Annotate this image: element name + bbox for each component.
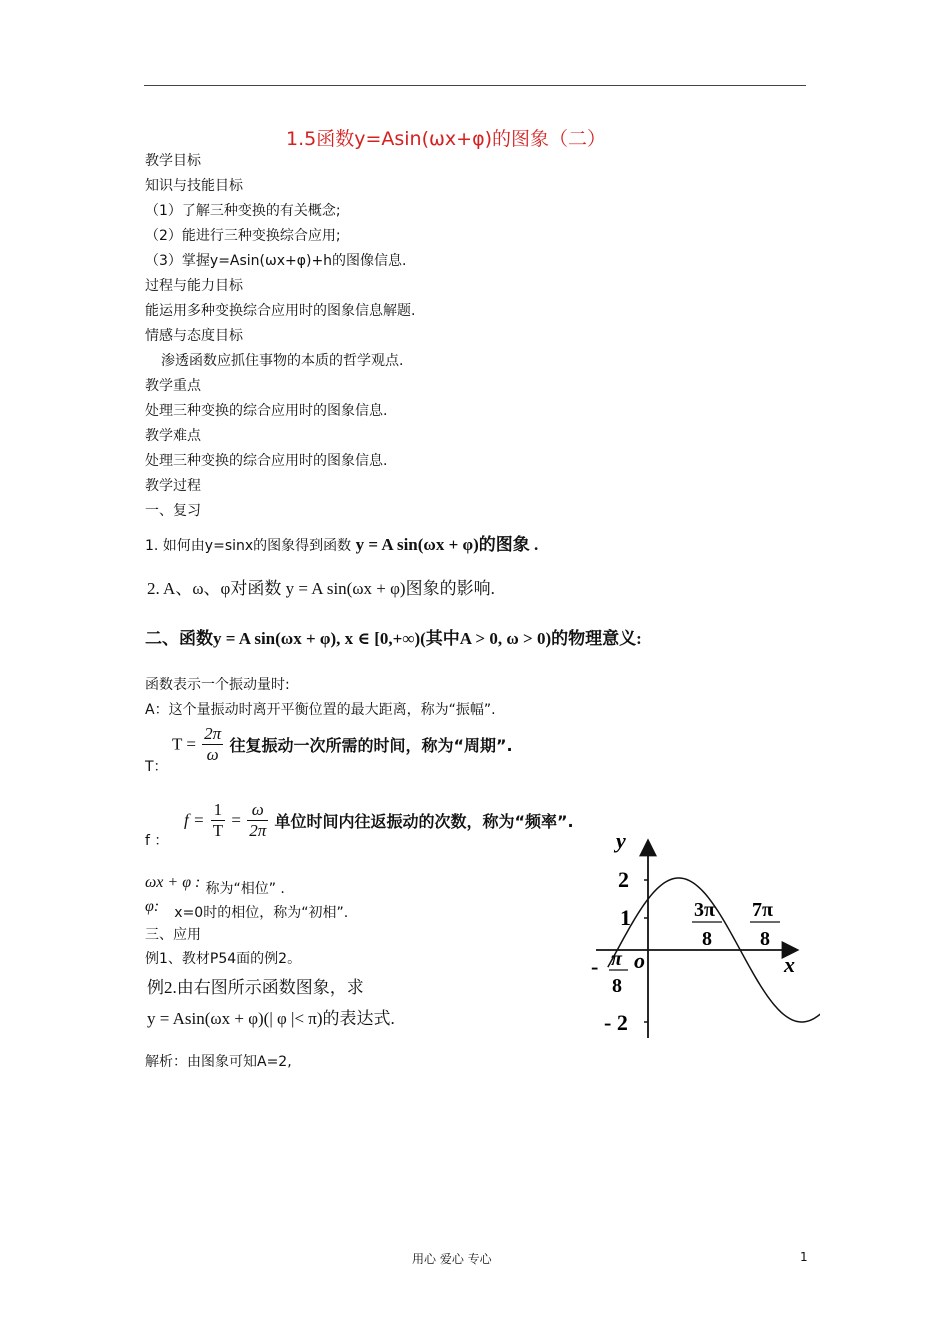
- y-tick-label-2: 2: [618, 867, 629, 892]
- x-tick-3pi8-denominator: 8: [702, 928, 712, 950]
- section-3-heading: 三、应用: [145, 927, 201, 943]
- frequency-numerator-1: 1: [211, 800, 225, 821]
- footer-center: 用心 爱心 专心: [412, 1252, 492, 1266]
- text-line: （2）能进行三种变换综合应用;: [145, 228, 341, 244]
- physics-intro: 函数表示一个振动量时:: [145, 677, 290, 693]
- review-item-1-formula: y = A sin(ωx + φ)的图象 .: [355, 535, 539, 554]
- frequency-equals: =: [231, 810, 241, 830]
- sine-graph: [580, 820, 820, 1050]
- frequency-numerator-2: ω: [247, 800, 268, 821]
- review-item-2: 2. A、ω、φ对函数 y = A sin(ωx + φ)图象的影响.: [147, 579, 495, 598]
- y-tick-label-1: 1: [620, 905, 631, 930]
- x-axis-label: x: [784, 952, 795, 977]
- amplitude-line: A：这个量振动时离开平衡位置的最大距离，称为“振幅”.: [145, 702, 496, 718]
- y-tick-label-neg2: - 2: [604, 1010, 628, 1035]
- x-tick-negpi8-denominator: 8: [612, 975, 622, 997]
- header-rule: [144, 85, 806, 86]
- text-line: 处理三种变换的综合应用时的图象信息.: [145, 403, 388, 419]
- review-item-1-prefix: 1. 如何由y=sinx的图象得到函数: [145, 538, 352, 554]
- frequency-denominator-1: T: [212, 821, 224, 840]
- text-line: 知识与技能目标: [145, 178, 243, 194]
- frequency-fraction-2: [247, 800, 268, 841]
- frequency-text: 单位时间内往返振动的次数，称为“频率”.: [274, 812, 574, 831]
- text-line: 教学目标: [145, 153, 201, 169]
- x-tick-negpi8-sign: -: [591, 954, 599, 979]
- period-lhs: T =: [172, 734, 196, 754]
- document-title: 1.5函数y=Asin(ωx+φ)的图象（二）: [286, 128, 607, 150]
- x-tick-7pi8-denominator: 8: [760, 928, 770, 950]
- period-numerator: 2π: [204, 724, 222, 743]
- text-line: 能运用多种变换综合应用时的图象信息解题.: [145, 303, 416, 319]
- example-2-line-1: 例2.由右图所示函数图象，求: [147, 978, 364, 997]
- text-line: 过程与能力目标: [145, 278, 243, 294]
- text-line: （1）了解三种变换的有关概念;: [145, 203, 341, 219]
- period-denominator: ω: [206, 745, 219, 764]
- frequency-label: f ：: [145, 833, 169, 849]
- initial-phase-line: [145, 896, 349, 921]
- frequency-lhs: f =: [184, 810, 205, 830]
- period-label: T：: [145, 759, 168, 775]
- period-formula: [172, 724, 513, 765]
- review-item-1: [145, 530, 538, 555]
- text-line: 一、复习: [145, 503, 201, 519]
- text-line: 教学难点: [145, 428, 201, 444]
- x-tick-3pi8-numerator: 3π: [694, 899, 715, 921]
- text-line: 教学过程: [145, 478, 201, 494]
- x-tick-7pi8-numerator: 7π: [752, 899, 773, 921]
- example-2-line-2: y = Asin(ωx + φ)(| φ |< π)的表达式.: [147, 1009, 395, 1028]
- frequency-fraction-1: [211, 800, 225, 841]
- phase-line: [145, 872, 285, 897]
- analysis-line: 解析：由图象可知A=2,: [145, 1054, 292, 1070]
- initial-phase-text: x=0时的相位，称为“初相”.: [174, 905, 349, 921]
- initial-phase-expression: φ:: [145, 898, 160, 915]
- phase-expression: ωx + φ :: [145, 874, 201, 891]
- text-line: 处理三种变换的综合应用时的图象信息.: [145, 453, 388, 469]
- page-number: 1: [800, 1250, 808, 1264]
- x-tick-negpi8-numerator: π: [611, 948, 622, 970]
- y-axis-label: y: [616, 828, 626, 853]
- text-line: 教学重点: [145, 378, 201, 394]
- phase-text: 称为“相位” .: [205, 881, 285, 897]
- text-line: 渗透函数应抓住事物的本质的哲学观点.: [161, 353, 404, 369]
- frequency-formula: [184, 800, 574, 841]
- origin-label: o: [634, 948, 645, 973]
- section-2-heading: 二、函数y = A sin(ωx + φ), x ∈ [0,+∞)(其中A > 0, ω > 0)的物理意义:: [145, 629, 642, 648]
- frequency-denominator-2: 2π: [249, 821, 267, 840]
- text-line: 情感与态度目标: [145, 328, 243, 344]
- period-text: 往复振动一次所需的时间，称为“周期”.: [229, 736, 513, 755]
- period-fraction: [202, 724, 223, 765]
- text-line: （3）掌握y=Asin(ωx+φ)+h的图像信息.: [145, 253, 407, 269]
- example-1: 例1、教材P54面的例2。: [145, 951, 302, 967]
